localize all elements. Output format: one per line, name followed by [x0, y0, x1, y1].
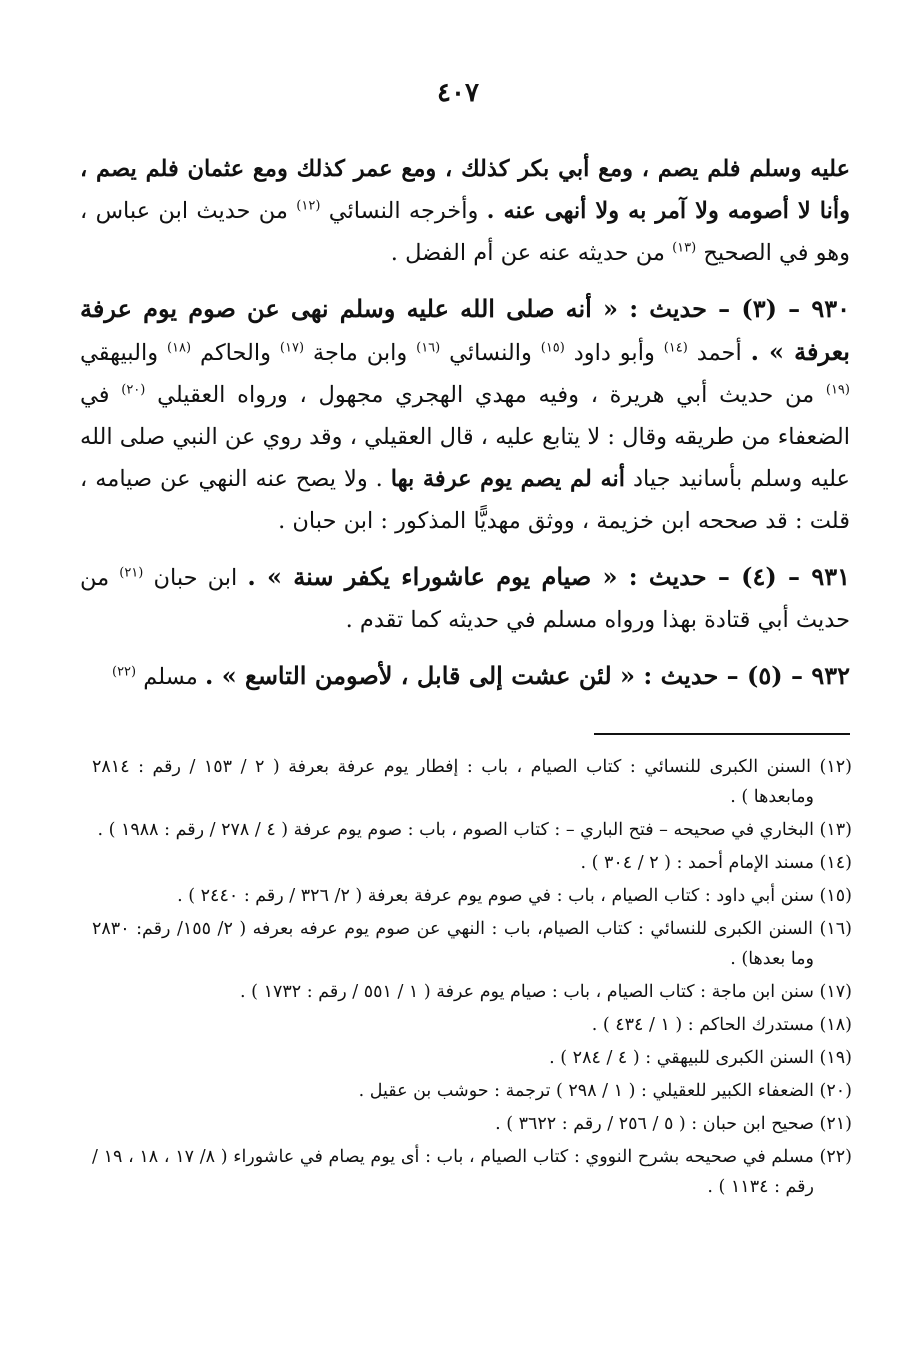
body-text: والنسائي [440, 340, 541, 366]
paragraph-continuation [80, 148, 850, 274]
footnote-number: (١٥) [819, 886, 852, 906]
footnote-18 [92, 1010, 852, 1040]
footnote-number: (١٢) [819, 757, 852, 777]
footnote-ref: (٢٠) [121, 382, 146, 398]
footnote-number: (١٨) [819, 1015, 852, 1035]
footnote-text: مستدرك الحاكم : ( ١ / ٤٣٤ ) . [591, 1015, 814, 1035]
footnote-text: مسلم في صحيحه بشرح النووي : كتاب الصيام ، باب : أى يوم يصام في عاشوراء ( ٨/ ١٧ ، ١٨ ، ١٩ / رقم : ١١٣٤ ) . [92, 1147, 814, 1197]
footnote-text: سنن ابن ماجة : كتاب الصيام ، باب : صيام يوم عرفة ( ١ / ٥٥١ / رقم : ١٧٣٢ ) . [240, 982, 814, 1002]
body-text: والبيهقي [80, 340, 167, 366]
footnote-ref: (١٩) [825, 382, 850, 398]
footnote-ref: (١٢) [296, 198, 321, 214]
body-text: . ولا يصح عنه النهي عن صيامه ، قلت : قد صححه ابن خزيمة ، ووثق مهديًّا المذكور : ابن حبان . [80, 466, 850, 534]
hadith-heading: ٩٣٠ – (٣) – حديث : « أنه صلى الله عليه وسلم نهى عن صوم يوم عرفة بعرفة » . [80, 294, 850, 366]
footnote-text: الضعفاء الكبير للعقيلي : ( ١ / ٢٩٨ ) ترجمة : حوشب بن عقيل . [358, 1081, 814, 1101]
body-text: مسلم [136, 664, 205, 690]
body-text: والحاكم [191, 340, 280, 366]
paragraph-930 [80, 288, 850, 542]
hadith-heading: ٩٣١ – (٤) – حديث : « صيام يوم عاشوراء يكفر سنة » . [247, 562, 850, 591]
footnote-text: السنن الكبرى للبيهقي : ( ٤ / ٢٨٤ ) . [549, 1048, 814, 1068]
footnote-21 [92, 1109, 852, 1139]
footnote-19 [92, 1043, 852, 1073]
footnote-ref: (١٧) [279, 340, 305, 356]
body-text: وأخرجه النسائي [320, 198, 487, 224]
footnote-ref: (١٦) [416, 340, 441, 356]
hadith-heading: ٩٣٢ – (٥) – حديث : « لئن عشت إلى قابل ، لأصومن التاسع » . [204, 661, 850, 690]
footnote-text: صحيح ابن حبان : ( ٥ / ٢٥٦ / رقم : ٣٦٢٢ ) . [495, 1114, 814, 1134]
footnote-ref: (٢٢) [112, 664, 137, 680]
footnote-22 [92, 1142, 852, 1202]
footnote-15 [92, 881, 852, 911]
footnote-number: (١٧) [819, 982, 852, 1002]
body-text: من حديث ابن عباس ، وهو في الصحيح [80, 198, 850, 266]
footnote-12 [92, 752, 852, 812]
page-number: ٤٠٧ [437, 78, 479, 108]
footnote-14 [92, 848, 852, 878]
footnote-number: (١٦) [819, 919, 852, 939]
footnote-number: (١٤) [819, 853, 852, 873]
footnote-text: السنن الكبرى للنسائي : كتاب الصيام ، باب : إفطار يوم عرفة بعرفة ( ٢ / ١٥٣ / رقم : ٢٨١٤ ومابعدها ) . [92, 757, 814, 807]
footnote-text: سنن أبي داود : كتاب الصيام ، باب : في صوم يوم عرفة بعرفة ( ٢/ ٣٢٦ / رقم : ٢٤٤٠ ) . [177, 886, 814, 906]
footnote-17 [92, 977, 852, 1007]
footnote-number: (٢٠) [819, 1081, 852, 1101]
body-text: أحمد [687, 340, 751, 366]
body-text: ابن حبان [143, 565, 248, 591]
footnote-16 [92, 914, 852, 974]
footnote-ref: (١٥) [540, 340, 565, 356]
main-text [80, 148, 850, 698]
footnote-20 [92, 1076, 852, 1106]
body-text: وابن ماجة [304, 340, 417, 366]
footnote-text: السنن الكبرى للنسائي : كتاب الصيام، باب : النهي عن صوم يوم عرفه بعرفه ( ٢/ ١٥٥/ رقم: ٢٨٣٠ وما بعدها) . [92, 919, 814, 969]
paragraph-931 [80, 556, 850, 641]
body-text: من حديثه عنه عن أم الفضل . [390, 240, 673, 266]
body-text: من حديث أبي هريرة ، وفيه مهدي الهجري مجهول ، ورواه العقيلي [145, 382, 826, 408]
footnote-13 [92, 815, 852, 845]
body-text: وأبو داود [564, 340, 664, 366]
footnote-number: (١٩) [819, 1048, 852, 1068]
footnote-divider [594, 733, 850, 735]
footnotes [92, 752, 852, 1205]
footnote-ref: (١٨) [166, 340, 192, 356]
body-text: في الضعفاء من طريقه وقال : لا يتابع عليه ، قال العقيلي ، وقد روي عن النبي صلى الله عليه وسلم بأسانيد جياد [80, 382, 850, 492]
hadith-text: أنه لم يصم يوم عرفة بها [390, 466, 626, 492]
footnote-number: (٢٢) [819, 1147, 852, 1167]
footnote-ref: (١٣) [672, 240, 697, 256]
footnote-ref: (٢١) [119, 565, 144, 581]
footnote-number: (٢١) [819, 1114, 852, 1134]
footnote-text: البخاري في صحيحه – فتح الباري – : كتاب الصوم ، باب : صوم يوم عرفة ( ٤ / ٢٧٨ / رقم : ١٩٨٨ ) . [97, 820, 814, 840]
body-text: من حديث أبي قتادة بهذا ورواه مسلم في حديثه كما تقدم . [80, 565, 850, 633]
paragraph-932 [80, 655, 850, 698]
footnote-text: مسند الإمام أحمد : ( ٢ / ٣٠٤ ) . [580, 853, 814, 873]
hadith-text: عليه وسلم فلم يصم ، ومع أبي بكر كذلك ، ومع عمر كذلك ومع عثمان فلم يصم ، وأنا لا أصومه ولا آمر به ولا أنهى عنه . [80, 156, 850, 224]
footnote-ref: (١٤) [663, 340, 688, 356]
footnote-number: (١٣) [819, 820, 852, 840]
